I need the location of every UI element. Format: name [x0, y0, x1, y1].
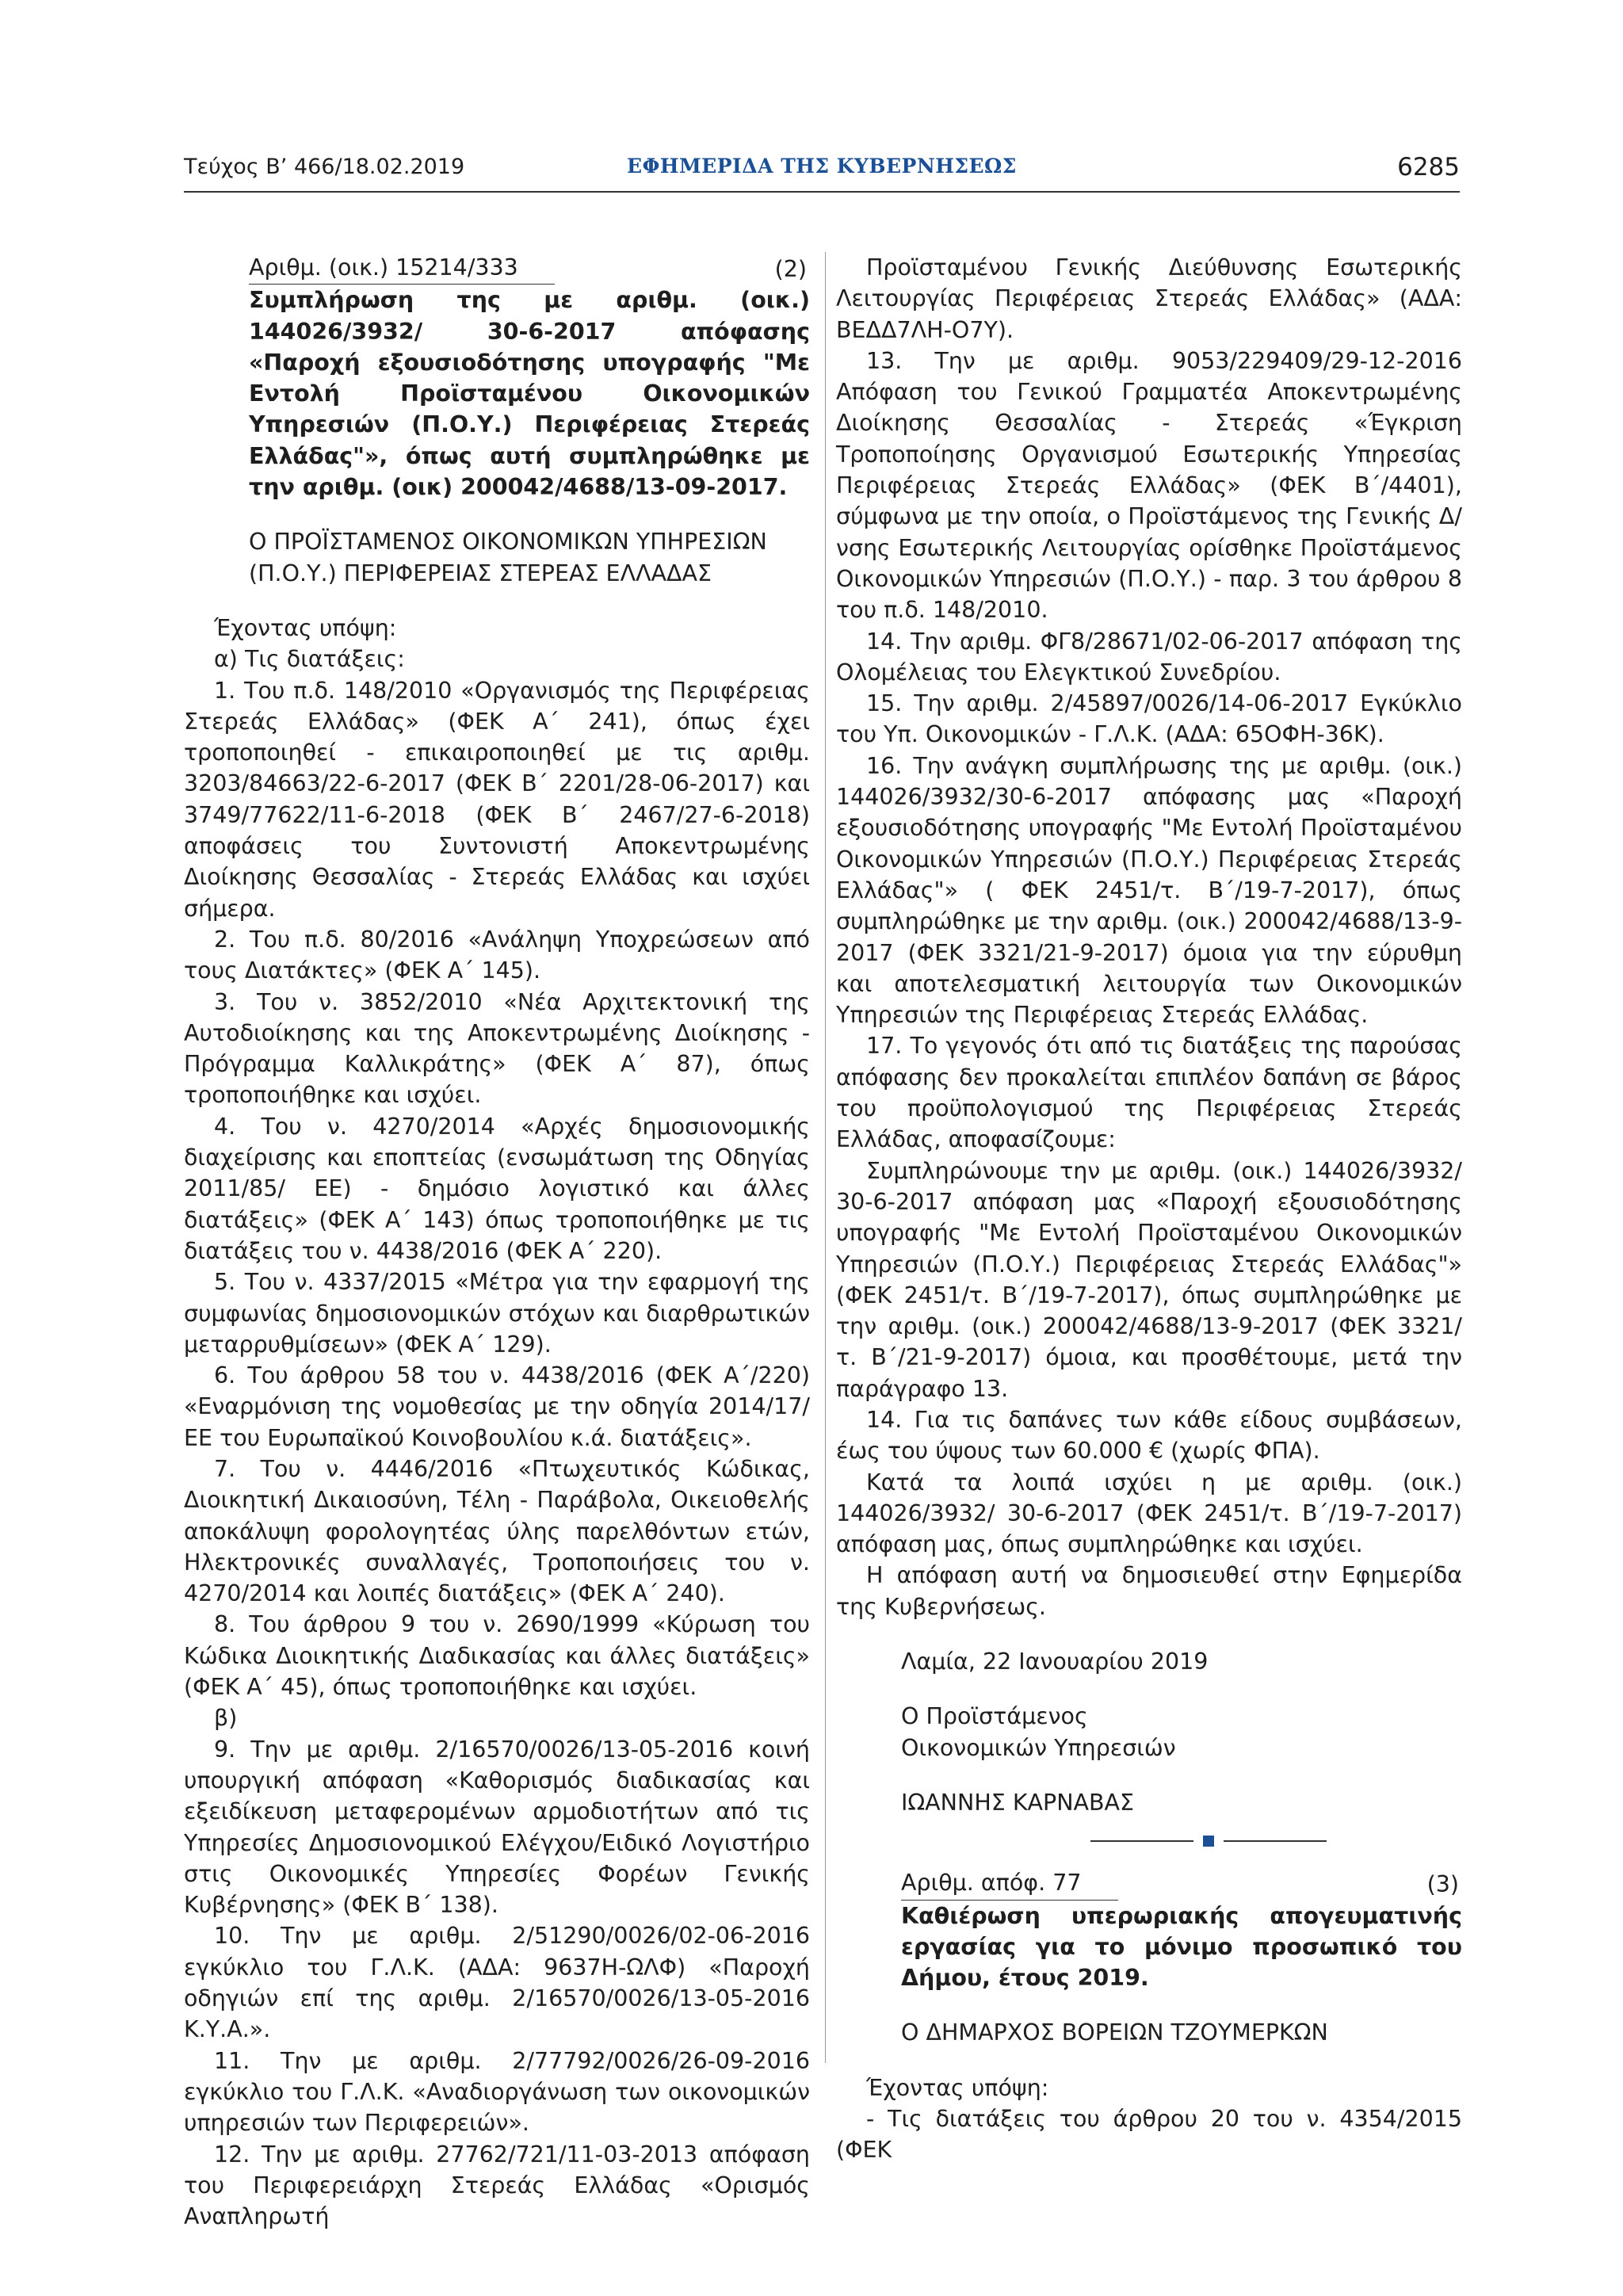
- decision-body-right: [836, 252, 1462, 1622]
- journal-title: ΕΦΗΜΕΡΙΔΑ ΤΗΣ ΚΥΒΕΡΝΗΣΕΩΣ: [627, 155, 1017, 178]
- paragraph: 1. Του π.δ. 148/2010 «Οργανισμός της Περιφέρειας Στερεάς Ελλάδας» (ΦΕΚ Α΄ 241), όπως έχει τροποποιηθεί - επικαιροποιηθεί με τις αριθμ. 3203/84663/22-6-2017 (ΦΕΚ Β΄ 2201/28-06-2017) και 3749/77622/11-6-2018 (ΦΕΚ Β΄ 2467/27-6-2018) αποφάσεις του Συντονιστή Αποκεντρωμένης Διοίκησης Θεσσαλίας - Στερεάς Ελλάδας και ισχύει σήμερα.: [184, 677, 810, 922]
- decision-ref: Αριθμ. απόφ. 77: [901, 1867, 1118, 1900]
- issue-label: Τεύχος Β’ 466/18.02.2019: [184, 155, 465, 179]
- paragraph: 3. Του ν. 3852/2010 «Νέα Αρχιτεκτονική της Αυτοδιοίκησης και της Αποκεντρωμένης Διοίκησης - Πρόγραμμα Καλλικράτης» (ΦΕΚ Α΄ 87), όπως τροποποιήθηκε και ισχύει.: [184, 988, 810, 1109]
- paragraph: Κατά τα λοιπά ισχύει η με αριθμ. (οικ.) 144026/3932/ 30-6-2017 (ΦΕΚ 2451/τ. Β΄/19-7-2017) απόφαση μας, όπως συμπληρώθηκε και ισχύει.: [836, 1469, 1462, 1558]
- paragraph: Η απόφαση αυτή να δημοσιευθεί στην Εφημερίδα της Κυβερνήσεως.: [836, 1562, 1462, 1620]
- place-date: Λαμία, 22 Ιανουαρίου 2019: [901, 1648, 1209, 1675]
- signatory-title: Ο Προϊστάμενος: [901, 1703, 1088, 1730]
- page-header: [184, 155, 1460, 194]
- left-column: [184, 252, 810, 2232]
- paragraph: - Τις διατάξεις του άρθρου 20 του ν. 4354/2015 (ΦΕΚ: [836, 2106, 1462, 2164]
- decision-title: Συμπλήρωση της με αριθμ. (οικ.) 144026/3932/ 30-6-2017 απόφασης «Παροχή εξουσιοδότησης υπογραφής "Με Εντολή Προϊσταμένου Οικονομικών Υπηρεσιών (Π.Ο.Υ.) Περιφέρειας Στερεάς Ελλάδας"», όπως αυτή συμπληρώθηκε με την αριθμ. (οικ) 200042/4688/13-09-2017.: [249, 287, 810, 501]
- signatory-name: ΙΩΑΝΝΗΣ ΚΑΡΝΑΒΑΣ: [901, 1789, 1135, 1816]
- paragraph: 7. Του ν. 4446/2016 «Πτωχευτικός Κώδικας, Διοικητική Δικαιοσύνη, Τέλη - Παράβολα, Οικειοθελής αποκάλυψη φορολογητέας ύλης παρελθόντων ετών, Ηλεκτρονικές συναλλαγές, Τροποποιήσεις του ν. 4270/2014 και λοιπές διατάξεις» (ΦΕΚ Α΄ 240).: [184, 1455, 810, 1607]
- paragraph: α) Τις διατάξεις:: [214, 646, 405, 673]
- decision-ref-line: [901, 1867, 1462, 1900]
- decision-ref-line: [249, 252, 810, 285]
- signatory-title-2: Οικονομικών Υπηρεσιών: [901, 1734, 1176, 1761]
- paragraph: Συμπληρώνουμε την με αριθμ. (οικ.) 144026/3932/ 30-6-2017 απόφαση μας «Παροχή εξουσιοδότησης υπογραφής "Με Εντολή Προϊσταμένου Οικονομικών Υπηρεσιών (Π.Ο.Υ.) Περιφέρειας Στερεάς Ελλάδας"» (ΦΕΚ 2451/τ. Β΄/19-7-2017), όπως συμπληρώθηκε με την αριθμ. (οικ.) 200042/4688/13-9-2017 (ΦΕΚ 3321/ τ. Β΄/21-9-2017) όμοια, και προσθέτουμε, μετά την παράγραφο 13.: [836, 1157, 1462, 1402]
- decision-title: Καθιέρωση υπερωριακής απογευματινής εργασίας για το μόνιμο προσωπικό του Δήμου, έτους 2019.: [901, 1902, 1462, 1992]
- paragraph: 9. Την με αριθμ. 2/16570/0026/13-05-2016 κοινή υπουργική απόφαση «Καθορισμός διαδικασίας και εξειδίκευση μεταφερομένων αρμοδιοτήτων από τις Υπηρεσίες Δημοσιονομικού Ελέγχου/Ειδικό Λογιστήριο στις Οικονομικές Υπηρεσίες Φορέων Γενικής Κυβέρνησης» (ΦΕΚ Β΄ 138).: [184, 1736, 810, 1919]
- decision-body-left: [184, 613, 810, 2232]
- paragraph: 12. Την με αριθμ. 27762/721/11-03-2013 απόφαση του Περιφερειάρχη Στερεάς Ελλάδας «Ορισμός Αναπληρωτή: [184, 2141, 810, 2230]
- column-divider: [825, 252, 826, 2063]
- paragraph: Έχοντας υπόψη:: [214, 614, 397, 641]
- decision-body: [836, 2073, 1462, 2166]
- right-column: [836, 252, 1462, 2166]
- decision-number: (3): [1426, 1871, 1459, 1898]
- paragraph: 15. Την αριθμ. 2/45897/0026/14-06-2017 Εγκύκλιο του Υπ. Οικονομικών - Γ.Λ.Κ. (ΑΔΑ: 65ΟΦΗ-36Κ).: [836, 690, 1462, 748]
- paragraph: 5. Του ν. 4337/2015 «Μέτρα για την εφαρμογή της συμφωνίας δημοσιονομικών στόχων και διαρθρωτικών μεταρρυθμίσεων» (ΦΕΚ Α΄ 129).: [184, 1269, 810, 1358]
- decision-ref: Αριθμ. (οικ.) 15214/333: [249, 252, 555, 285]
- paragraph: 11. Την με αριθμ. 2/77792/0026/26-09-2016 εγκύκλιο του Γ.Λ.Κ. «Αναδιοργάνωση των οικονομικών υπηρεσιών των Περιφερειών».: [184, 2047, 810, 2137]
- paragraph: 6. Του άρθρου 58 του ν. 4438/2016 (ΦΕΚ Α΄/220) «Εναρμόνιση της νομοθεσίας με την οδηγία 2014/17/ ΕΕ του Ευρωπαϊκού Κοινοβουλίου κ.ά. διατάξεις».: [184, 1362, 810, 1451]
- paragraph: β): [214, 1705, 238, 1732]
- divider-square-icon: [1203, 1836, 1214, 1847]
- header-rule: [184, 191, 1460, 193]
- paragraph: Προϊσταμένου Γενικής Διεύθυνσης Εσωτερικής Λειτουργίας Περιφέρειας Στερεάς Ελλάδας» (ΑΔΑ: ΒΕΔΔ7ΛΗ-Ο7Υ).: [836, 254, 1462, 343]
- paragraph: Έχοντας υπόψη:: [866, 2074, 1049, 2101]
- issuing-authority: Ο ΠΡΟΪΣΤΑΜΕΝΟΣ ΟΙΚΟΝΟΜΙΚΩΝ ΥΠΗΡΕΣΙΩΝ (Π.Ο.Υ.) ΠΕΡΙΦΕΡΕΙΑΣ ΣΤΕΡΕΑΣ ΕΛΛΑΔΑΣ: [249, 529, 767, 586]
- paragraph: 13. Την με αριθμ. 9053/229409/29-12-2016 Απόφαση του Γενικού Γραμματέα Αποκεντρωμένης Διοίκησης Θεσσαλίας - Στερεάς «Έγκριση Τροποποίησης Οργανισμού Εσωτερικής Υπηρεσίας Περιφέρειας Στερεάς Ελλάδας» (ΦΕΚ Β΄/4401), σύμφωνα με την οποία, ο Προϊστάμενος της Γενικής Δ/νσης Εσωτερικής Λειτουργίας ορίσθηκε Προϊστάμενος Οικονομικών Υπηρεσιών (Π.Ο.Υ.) - παρ. 3 του άρθρου 8 του π.δ. 148/2010.: [836, 347, 1462, 624]
- issuing-authority: Ο ΔΗΜΑΡΧΟΣ ΒΟΡΕΙΩΝ ΤΖΟΥΜΕΡΚΩΝ: [901, 2019, 1328, 2046]
- section-divider: [955, 1836, 1462, 1847]
- decision-number: (2): [774, 256, 807, 282]
- paragraph: 17. Το γεγονός ότι από τις διατάξεις της παρούσας απόφασης δεν προκαλείται επιπλέον δαπάνη σε βάρος του προϋπολογισμού της Περιφέρειας Στερεάς Ελλάδας, αποφασίζουμε:: [836, 1033, 1462, 1153]
- paragraph: 4. Του ν. 4270/2014 «Αρχές δημοσιονομικής διαχείρισης και εποπτείας (ενσωμάτωση της Οδηγίας 2011/85/ ΕΕ) - δημόσιο λογιστικό και άλλες διατάξεις» (ΦΕΚ Α΄ 143) όπως τροποποιήθηκε με τις διατάξεις του ν. 4438/2016 (ΦΕΚ Α΄ 220).: [184, 1113, 810, 1264]
- paragraph: 16. Την ανάγκη συμπλήρωσης της με αριθμ. (οικ.) 144026/3932/30-6-2017 απόφασης μας «Παροχή εξουσιοδότησης υπογραφής "Με Εντολή Προϊσταμένου Οικονομικών Υπηρεσιών (Π.Ο.Υ.) Περιφέρειας Στερεάς Ελλάδας"» ( ΦΕΚ 2451/τ. Β΄/19-7-2017), όπως συμπληρώθηκε με την αριθμ. (οικ.) 200042/4688/13-9-2017 (ΦΕΚ 3321/21-9-2017) όμοια για την εύρυθμη και αποτελεσματική λειτουργία των Οικονομικών Υπηρεσιών της Περιφέρειας Στερεάς Ελλάδας.: [836, 752, 1462, 1029]
- paragraph: 14. Για τις δαπάνες των κάθε είδους συμβάσεων, έως του ύψους των 60.000 € (χωρίς ΦΠΑ).: [836, 1406, 1462, 1465]
- paragraph: 8. Του άρθρου 9 του ν. 2690/1999 «Κύρωση του Κώδικα Διοικητικής Διαδικασίας και άλλες διατάξεις» (ΦΕΚ Α΄ 45), όπως τροποποιήθηκε και ισχύει.: [184, 1611, 810, 1701]
- paragraph: 10. Την με αριθμ. 2/51290/0026/02-06-2016 εγκύκλιο του Γ.Λ.Κ. (ΑΔΑ: 9637Η-ΩΛΦ) «Παροχή οδηγιών επί της αριθμ. 2/16570/0026/13-05-2016 Κ.Υ.Α.».: [184, 1923, 810, 2043]
- page-number: 6285: [1397, 153, 1460, 181]
- paragraph: 14. Την αριθμ. ΦΓ8/28671/02-06-2017 απόφαση της Ολομέλειας του Ελεγκτικού Συνεδρίου.: [836, 628, 1462, 686]
- paragraph: 2. Του π.δ. 80/2016 «Ανάληψη Υποχρεώσεων από τους Διατάκτες» (ΦΕΚ Α΄ 145).: [184, 926, 810, 984]
